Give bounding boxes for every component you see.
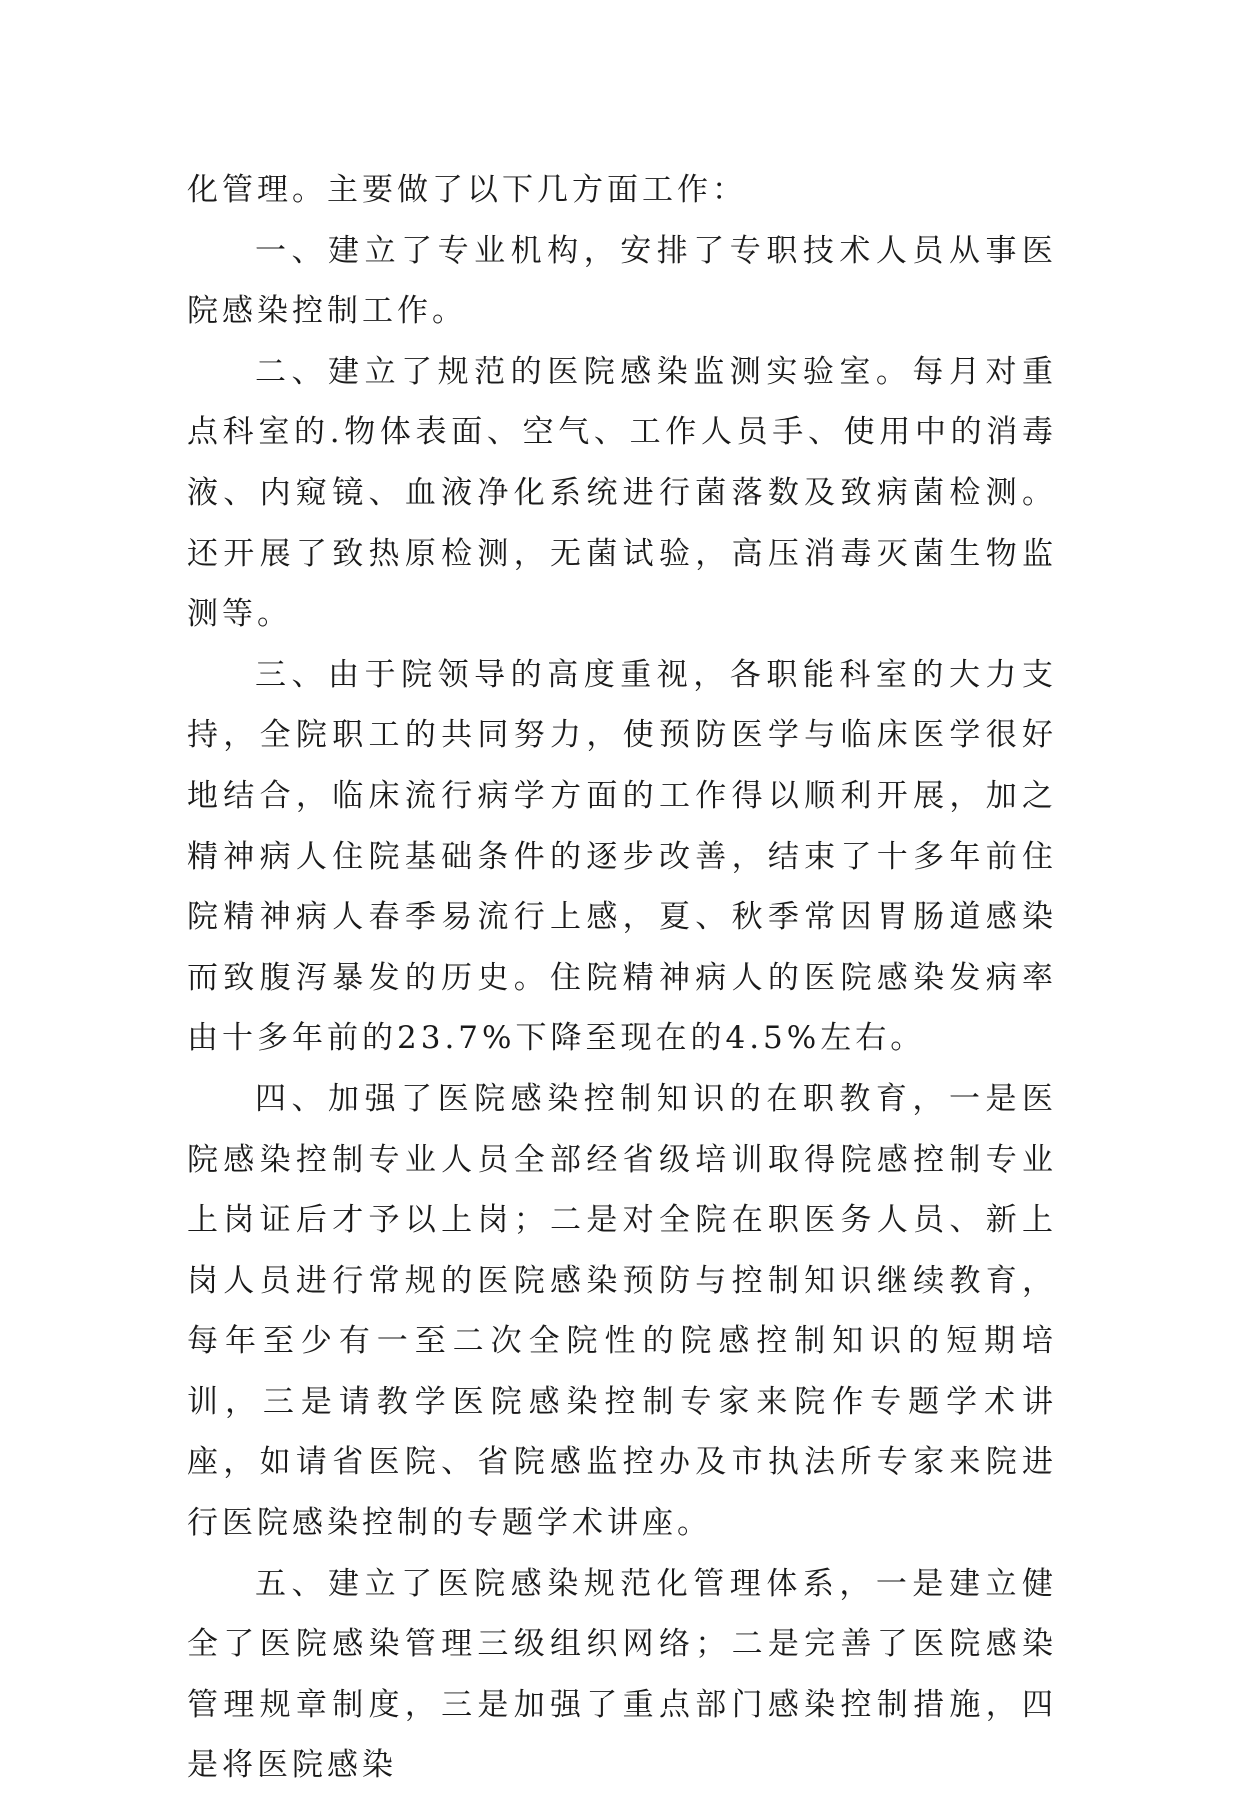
paragraph-3: 三、由于院领导的高度重视，各职能科室的大力支持，全院职工的共同努力，使预防医学与临床医学很好地结合，临床流行病学方面的工作得以顺利开展，加之精神病人住院基础条件的逐步改善，结束了十多年前住院精神病人春季易流行上感，夏、秋季常因胃肠道感染而致腹泻暴发的历史。住院精神病人的医院感染发病率由十多年前的23.7%下降至现在的4.5%左右。: [187, 656, 1057, 1057]
paragraph-2: 二、建立了规范的医院感染监测实验室。每月对重点科室的.物体表面、空气、工作人员手、使用中的消毒液、内窥镜、血液净化系统进行菌落数及致病菌检测。还开展了致热原检测，无菌试验，高压消毒灭菌生物监测等。: [187, 353, 1057, 633]
paragraph-5: 五、建立了医院感染规范化管理体系，一是建立健全了医院感染管理三级组织网络；二是完善了医院感染管理规章制度，三是加强了重点部门感染控制措施，四是将医院感染: [187, 1565, 1057, 1784]
document-body: [187, 160, 1057, 1796]
paragraph-intro: 化管理。主要做了以下几方面工作：: [187, 172, 747, 208]
paragraph-1: 一、建立了专业机构，安排了专职技术人员从事医院感染控制工作。: [187, 232, 1057, 330]
paragraph-4: 四、加强了医院感染控制知识的在职教育，一是医院感染控制专业人员全部经省级培训取得院感控制专业上岗证后才予以上岗；二是对全院在职医务人员、新上岗人员进行常规的医院感染预防与控制知识继续教育，每年至少有一至二次全院性的院感控制知识的短期培训，三是请教学医院感染控制专家来院作专题学术讲座，如请省医院、省院感监控办及市执法所专家来院进行医院感染控制的专题学术讲座。: [187, 1080, 1057, 1542]
